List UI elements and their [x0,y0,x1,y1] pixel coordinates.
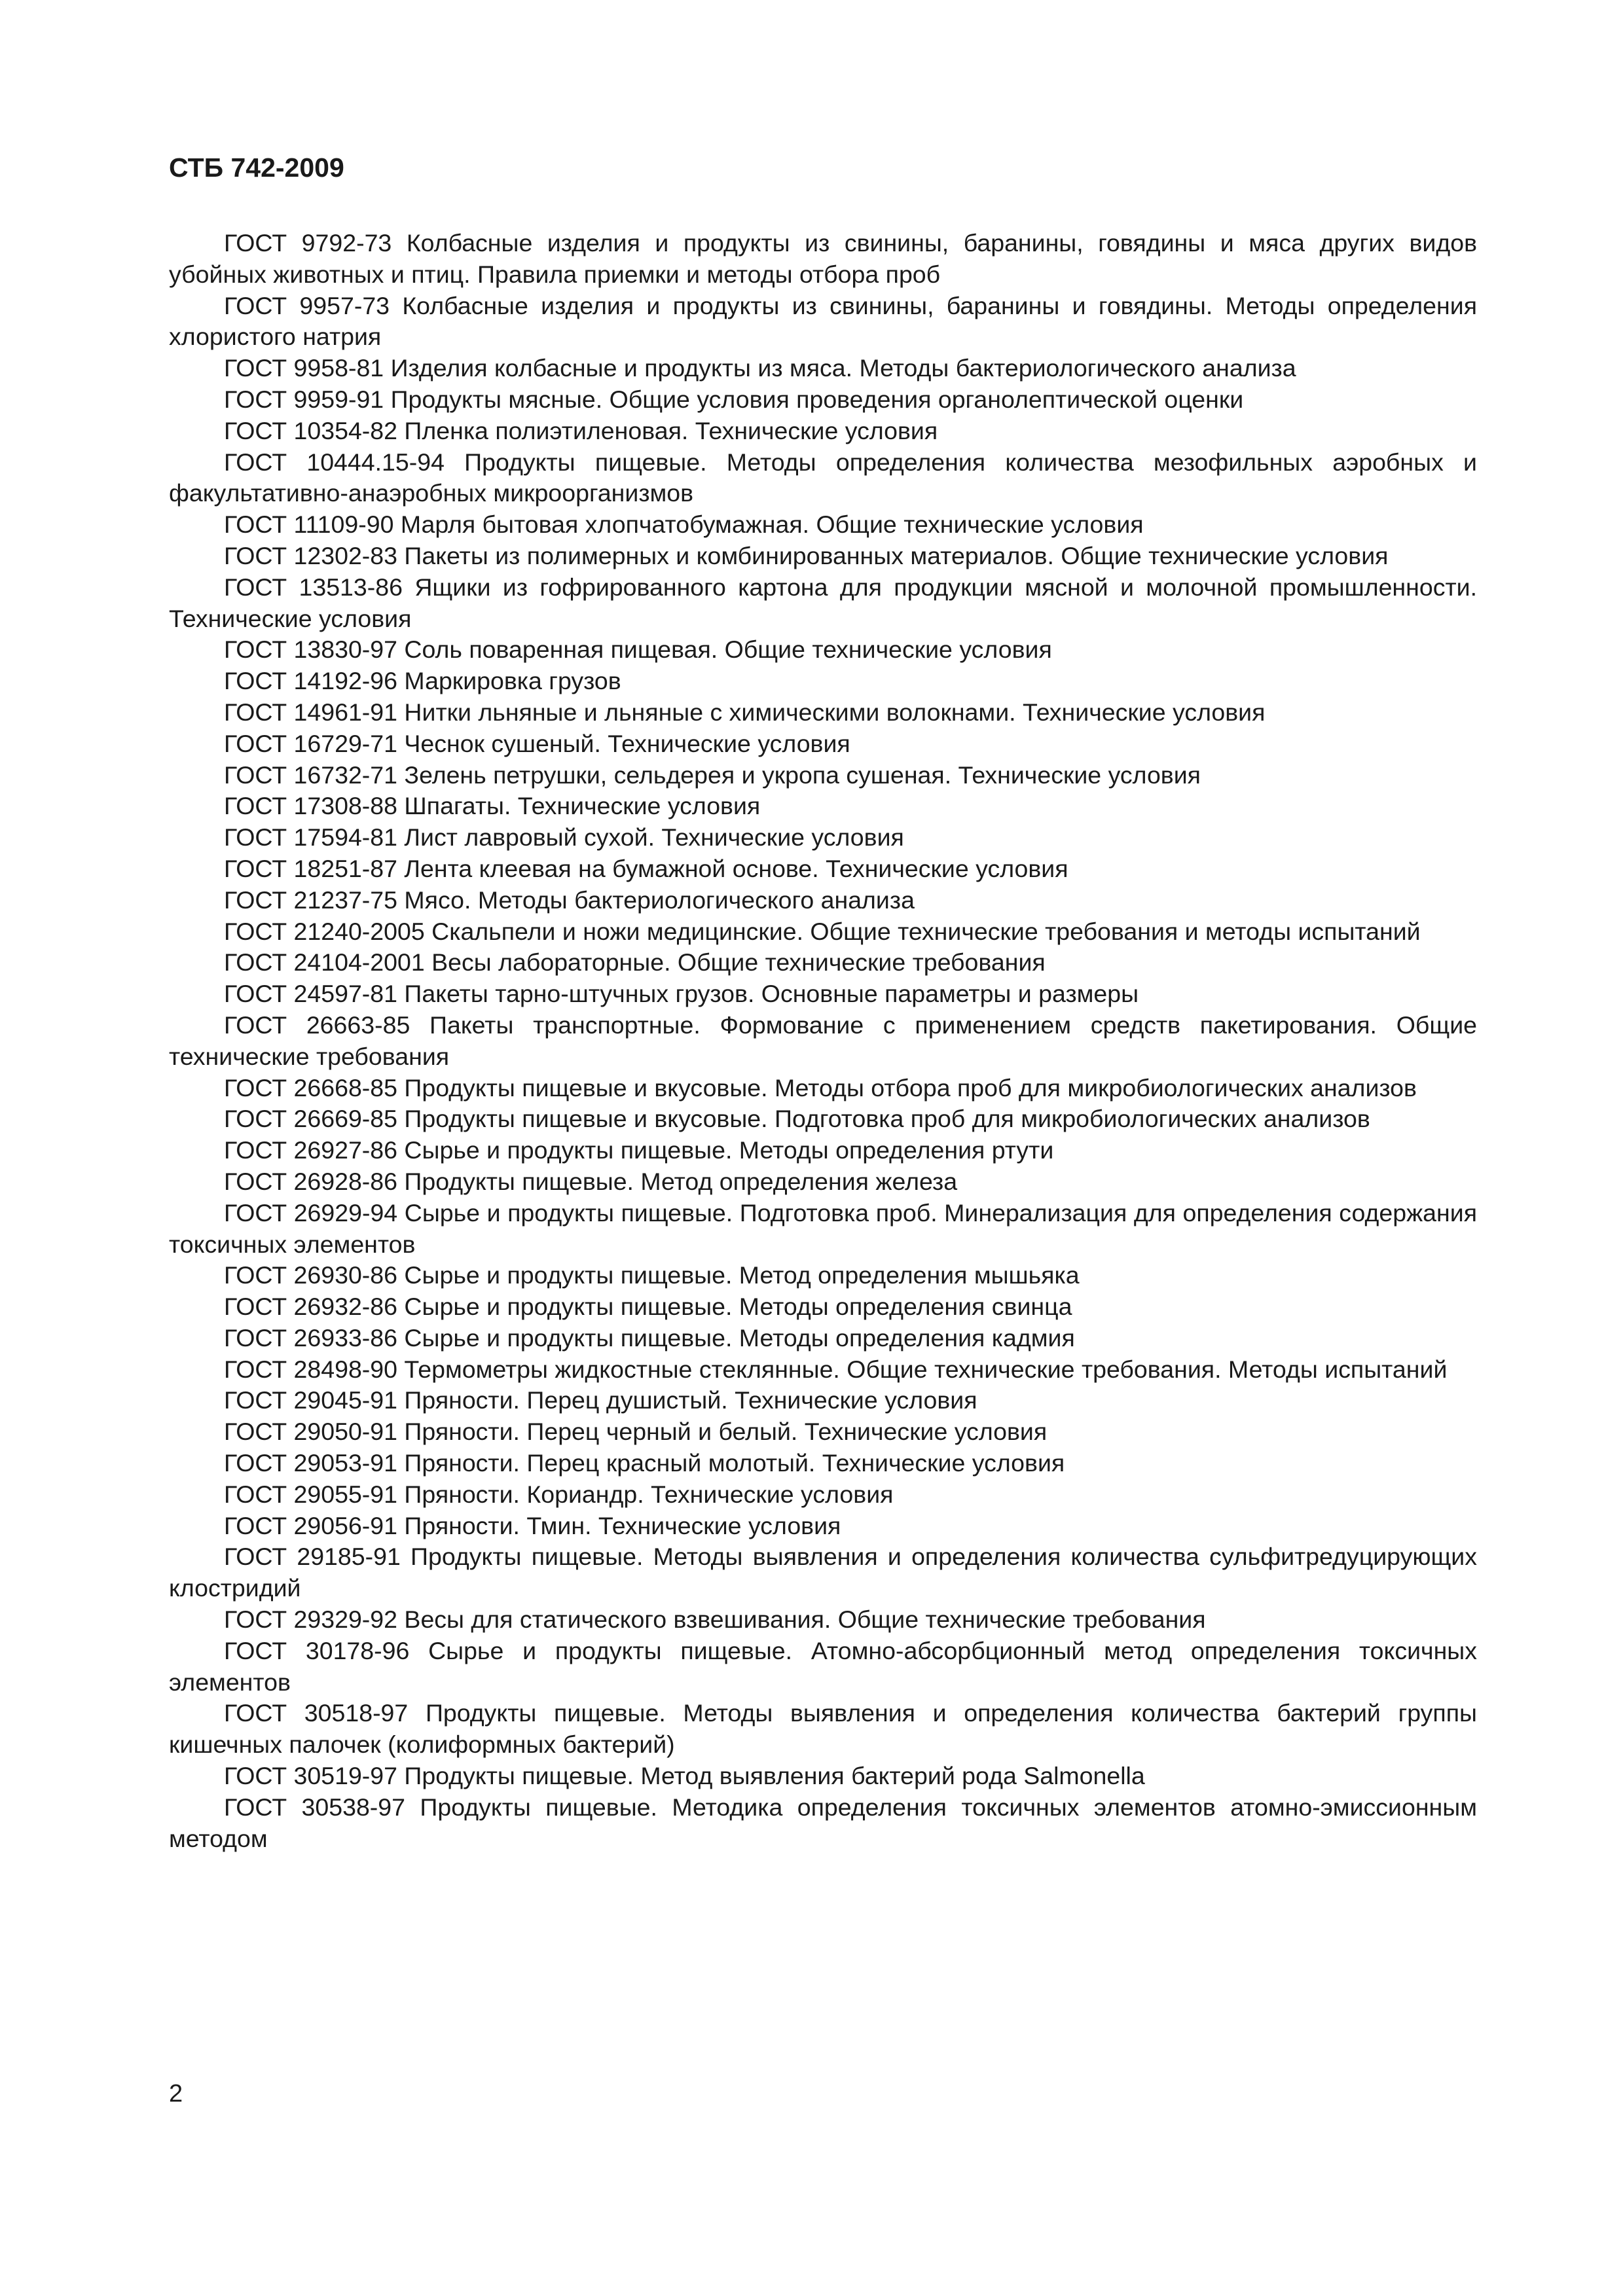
reference-item: ГОСТ 11109-90 Марля бытовая хлопчатобумажная. Общие технические условия [224,511,1144,539]
reference-item: ГОСТ 24104-2001 Весы лабораторные. Общие технические требования [224,948,1046,977]
reference-item: ГОСТ 9959-91 Продукты мясные. Общие условия проведения органолептической оценки [224,385,1244,413]
reference-item: ГОСТ 24597-81 Пакеты тарно-штучных грузов. Основные параметры и размеры [224,980,1139,1008]
reference-item: ГОСТ 26933-86 Сырье и продукты пищевые. Методы определения кадмия [224,1323,1075,1352]
reference-item: ГОСТ 26669-85 Продукты пищевые и вкусовые. Подготовка проб для микробиологических анализов [224,1105,1370,1133]
reference-item: ГОСТ 14192-96 Маркировка грузов [224,667,621,695]
reference-item: ГОСТ 30538-97 Продукты пищевые. Методика определения токсичных элементов атомно-эмиссионным методом [169,1793,1477,1852]
reference-item: ГОСТ 29045-91 Пряности. Перец душистый. Технические условия [224,1386,977,1414]
reference-item: ГОСТ 26927-86 Сырье и продукты пищевые. Методы определения ртути [224,1136,1054,1164]
reference-item: ГОСТ 16729-71 Чеснок сушеный. Технические условия [224,729,850,757]
reference-item: ГОСТ 14961-91 Нитки льняные и льняные с химическими волокнами. Технические условия [224,698,1266,726]
reference-item: ГОСТ 21240-2005 Скальпели и ножи медицинские. Общие технические требования и методы испытаний [224,917,1421,945]
reference-item: ГОСТ 17594-81 Лист лавровый сухой. Технические условия [224,823,904,852]
reference-item: ГОСТ 13830-97 Соль поваренная пищевая. Общие технические условия [224,636,1052,664]
reference-item: ГОСТ 18251-87 Лента клеевая на бумажной основе. Технические условия [224,854,1068,882]
reference-item: ГОСТ 9792-73 Колбасные изделия и продукты из свинины, баранины, говядины и мяса других видов убойных животных и птиц. Правила приемки и методы отбора проб [169,229,1477,288]
reference-item: ГОСТ 16732-71 Зелень петрушки, сельдерея и укропа сушеная. Технические условия [224,761,1201,789]
reference-item: ГОСТ 30178-96 Сырье и продукты пищевые. Атомно-абсорбционный метод определения токсичных элементов [169,1636,1477,1696]
page-number: 2 [169,2080,183,2108]
reference-item: ГОСТ 30518-97 Продукты пищевые. Методы выявления и определения количества бактерий группы кишечных палочек (колиформных бактерий) [169,1699,1477,1759]
reference-item: ГОСТ 10444.15-94 Продукты пищевые. Методы определения количества мезофильных аэробных и факультативно-анаэробных микроорганизмов [169,448,1477,507]
reference-item: ГОСТ 29053-91 Пряности. Перец красный молотый. Технические условия [224,1449,1065,1477]
reference-item: ГОСТ 26928-86 Продукты пищевые. Метод определения железа [224,1167,958,1195]
reference-item: ГОСТ 26929-94 Сырье и продукты пищевые. Подготовка проб. Минерализация для определения содержания токсичных элементов [169,1198,1477,1258]
reference-item: ГОСТ 21237-75 Мясо. Методы бактериологического анализа [224,886,915,914]
reference-item: ГОСТ 10354-82 Пленка полиэтиленовая. Технические условия [224,416,938,444]
document-code-header: СТБ 742-2009 [169,152,344,183]
reference-item: ГОСТ 13513-86 Ящики из гофрированного картона для продукции мясной и молочной промышленности. Технические условия [169,573,1477,632]
reference-item: ГОСТ 29185-91 Продукты пищевые. Методы выявления и определения количества сульфитредуцирующих клостридий [169,1543,1477,1602]
reference-item: ГОСТ 28498-90 Термометры жидкостные стеклянные. Общие технические требования. Методы испытаний [224,1355,1448,1383]
reference-item: ГОСТ 29329-92 Весы для статического взвешивания. Общие технические требования [224,1605,1206,1634]
normative-references-list [169,228,1477,1854]
reference-item: ГОСТ 26932-86 Сырье и продукты пищевые. Методы определения свинца [224,1293,1072,1321]
reference-item: ГОСТ 26930-86 Сырье и продукты пищевые. Метод определения мышьяка [224,1261,1080,1289]
reference-item: ГОСТ 29050-91 Пряности. Перец черный и белый. Технические условия [224,1418,1048,1446]
reference-item: ГОСТ 29056-91 Пряности. Тмин. Технические условия [224,1511,841,1539]
reference-item: ГОСТ 29055-91 Пряности. Кориандр. Технические условия [224,1480,894,1508]
reference-item: ГОСТ 9957-73 Колбасные изделия и продукты из свинины, баранины и говядины. Методы определения хлористого натрия [169,291,1477,351]
reference-item: ГОСТ 30519-97 Продукты пищевые. Метод выявления бактерий рода Salmonella [224,1762,1145,1790]
reference-item: ГОСТ 26663-85 Пакеты транспортные. Формование с применением средств пакетирования. Общие технические требования [169,1011,1477,1070]
reference-item: ГОСТ 26668-85 Продукты пищевые и вкусовые. Методы отбора проб для микробиологических анализов [224,1073,1417,1102]
reference-item: ГОСТ 9958-81 Изделия колбасные и продукты из мяса. Методы бактериологического анализа [224,354,1296,382]
reference-item: ГОСТ 12302-83 Пакеты из полимерных и комбинированных материалов. Общие технические условия [224,541,1389,569]
reference-item: ГОСТ 17308-88 Шпагаты. Технические условия [224,792,761,820]
